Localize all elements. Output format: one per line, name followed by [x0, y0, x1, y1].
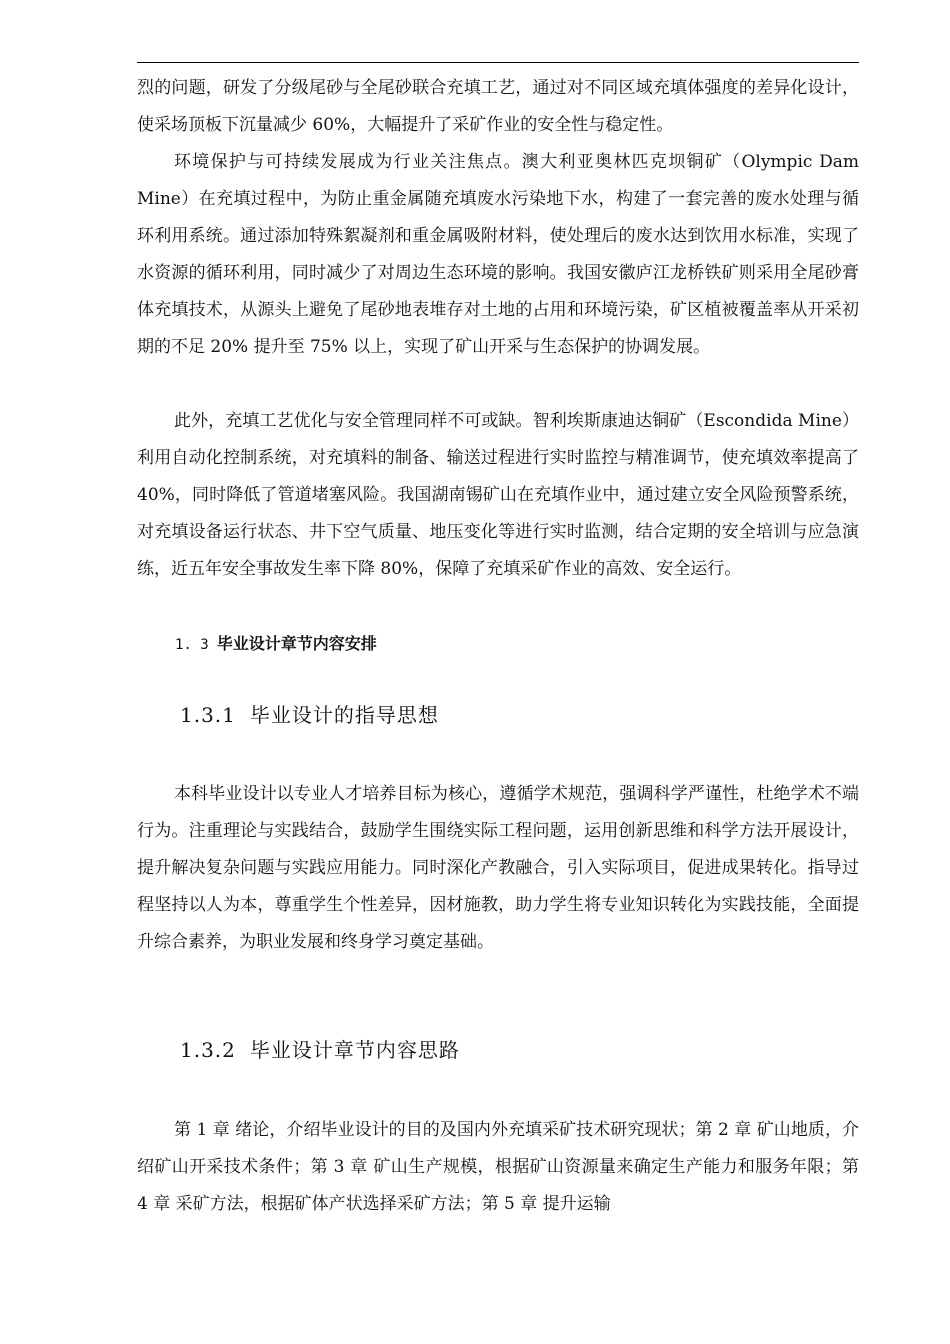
body-paragraph-guiding-ideas — [137, 776, 859, 961]
section-number: 1. 3 — [175, 637, 209, 653]
paragraph-text: 环境保护与可持续发展成为行业关注焦点。澳大利亚奥林匹克坝铜矿（Olympic Dam Mine）在充填过程中，为防止重金属随充填废水污染地下水，构建了一套完善的废水处理与循环利用系统。通过添加特殊絮凝剂和重金属吸附材料，使处理后的废水达到饮用水标准，实现了水资源的循环利用，同时减少了对周边生态环境的影响。我国安徽庐江龙桥铁矿则采用全尾砂膏体充填技术，从源头上避免了尾砂地表堆存对土地的占用和环境污染，矿区植被覆盖率从开采初期的不足 20% 提升至 75% 以上，实现了矿山开采与生态保护的协调发展。 — [137, 152, 859, 357]
body-paragraph-safety — [137, 403, 859, 588]
section-title: 毕业设计章节内容安排 — [216, 634, 377, 653]
body-paragraph-chapter-outline — [137, 1112, 859, 1223]
section-heading-1-3-2 — [180, 1032, 460, 1068]
paragraph-text: 烈的问题，研发了分级尾砂与全尾砂联合充填工艺，通过对不同区域充填体强度的差异化设计，使采场顶板下沉量减少 60%，大幅提升了采矿作业的安全性与稳定性。 — [137, 78, 859, 135]
section-heading-1-3-1 — [180, 697, 439, 733]
section-number: 1.3.2 — [180, 1038, 236, 1062]
header-rule — [137, 62, 859, 63]
section-title: 毕业设计的指导思想 — [249, 703, 439, 727]
paragraph-text: 第 1 章 绪论，介绍毕业设计的目的及国内外充填采矿技术研究现状；第 2 章 矿山地质，介绍矿山开采技术条件；第 3 章 矿山生产规模，根据矿山资源量来确定生产能力和服务年限；第 4 章 采矿方法，根据矿体产状选择采矿方法；第 5 章 提升运输 — [137, 1120, 859, 1214]
paragraph-text: 此外，充填工艺优化与安全管理同样不可或缺。智利埃斯康迪达铜矿（Escondida Mine）利用自动化控制系统，对充填料的制备、输送过程进行实时监控与精准调节，使充填效率提高了 40%，同时降低了管道堵塞风险。我国湖南锡矿山在充填作业中，通过建立安全风险预警系统，对充填设备运行状态、井下空气质量、地压变化等进行实时监测，结合定期的安全培训与应急演练，近五年安全事故发生率下降 80%，保障了充填采矿作业的高效、安全运行。 — [137, 411, 859, 579]
section-title: 毕业设计章节内容思路 — [249, 1038, 460, 1062]
body-paragraph-continued — [137, 70, 859, 144]
body-paragraph-environment — [137, 144, 859, 366]
section-number: 1.3.1 — [180, 703, 236, 727]
paragraph-text: 本科毕业设计以专业人才培养目标为核心，遵循学术规范，强调科学严谨性，杜绝学术不端行为。注重理论与实践结合，鼓励学生围绕实际工程问题，运用创新思维和科学方法开展设计，提升解决复杂问题与实践应用能力。同时深化产教融合，引入实际项目，促进成果转化。指导过程坚持以人为本，尊重学生个性差异，因材施教，助力学生将专业知识转化为实践技能，全面提升综合素养，为职业发展和终身学习奠定基础。 — [137, 784, 859, 952]
section-heading-1-3 — [175, 629, 377, 660]
